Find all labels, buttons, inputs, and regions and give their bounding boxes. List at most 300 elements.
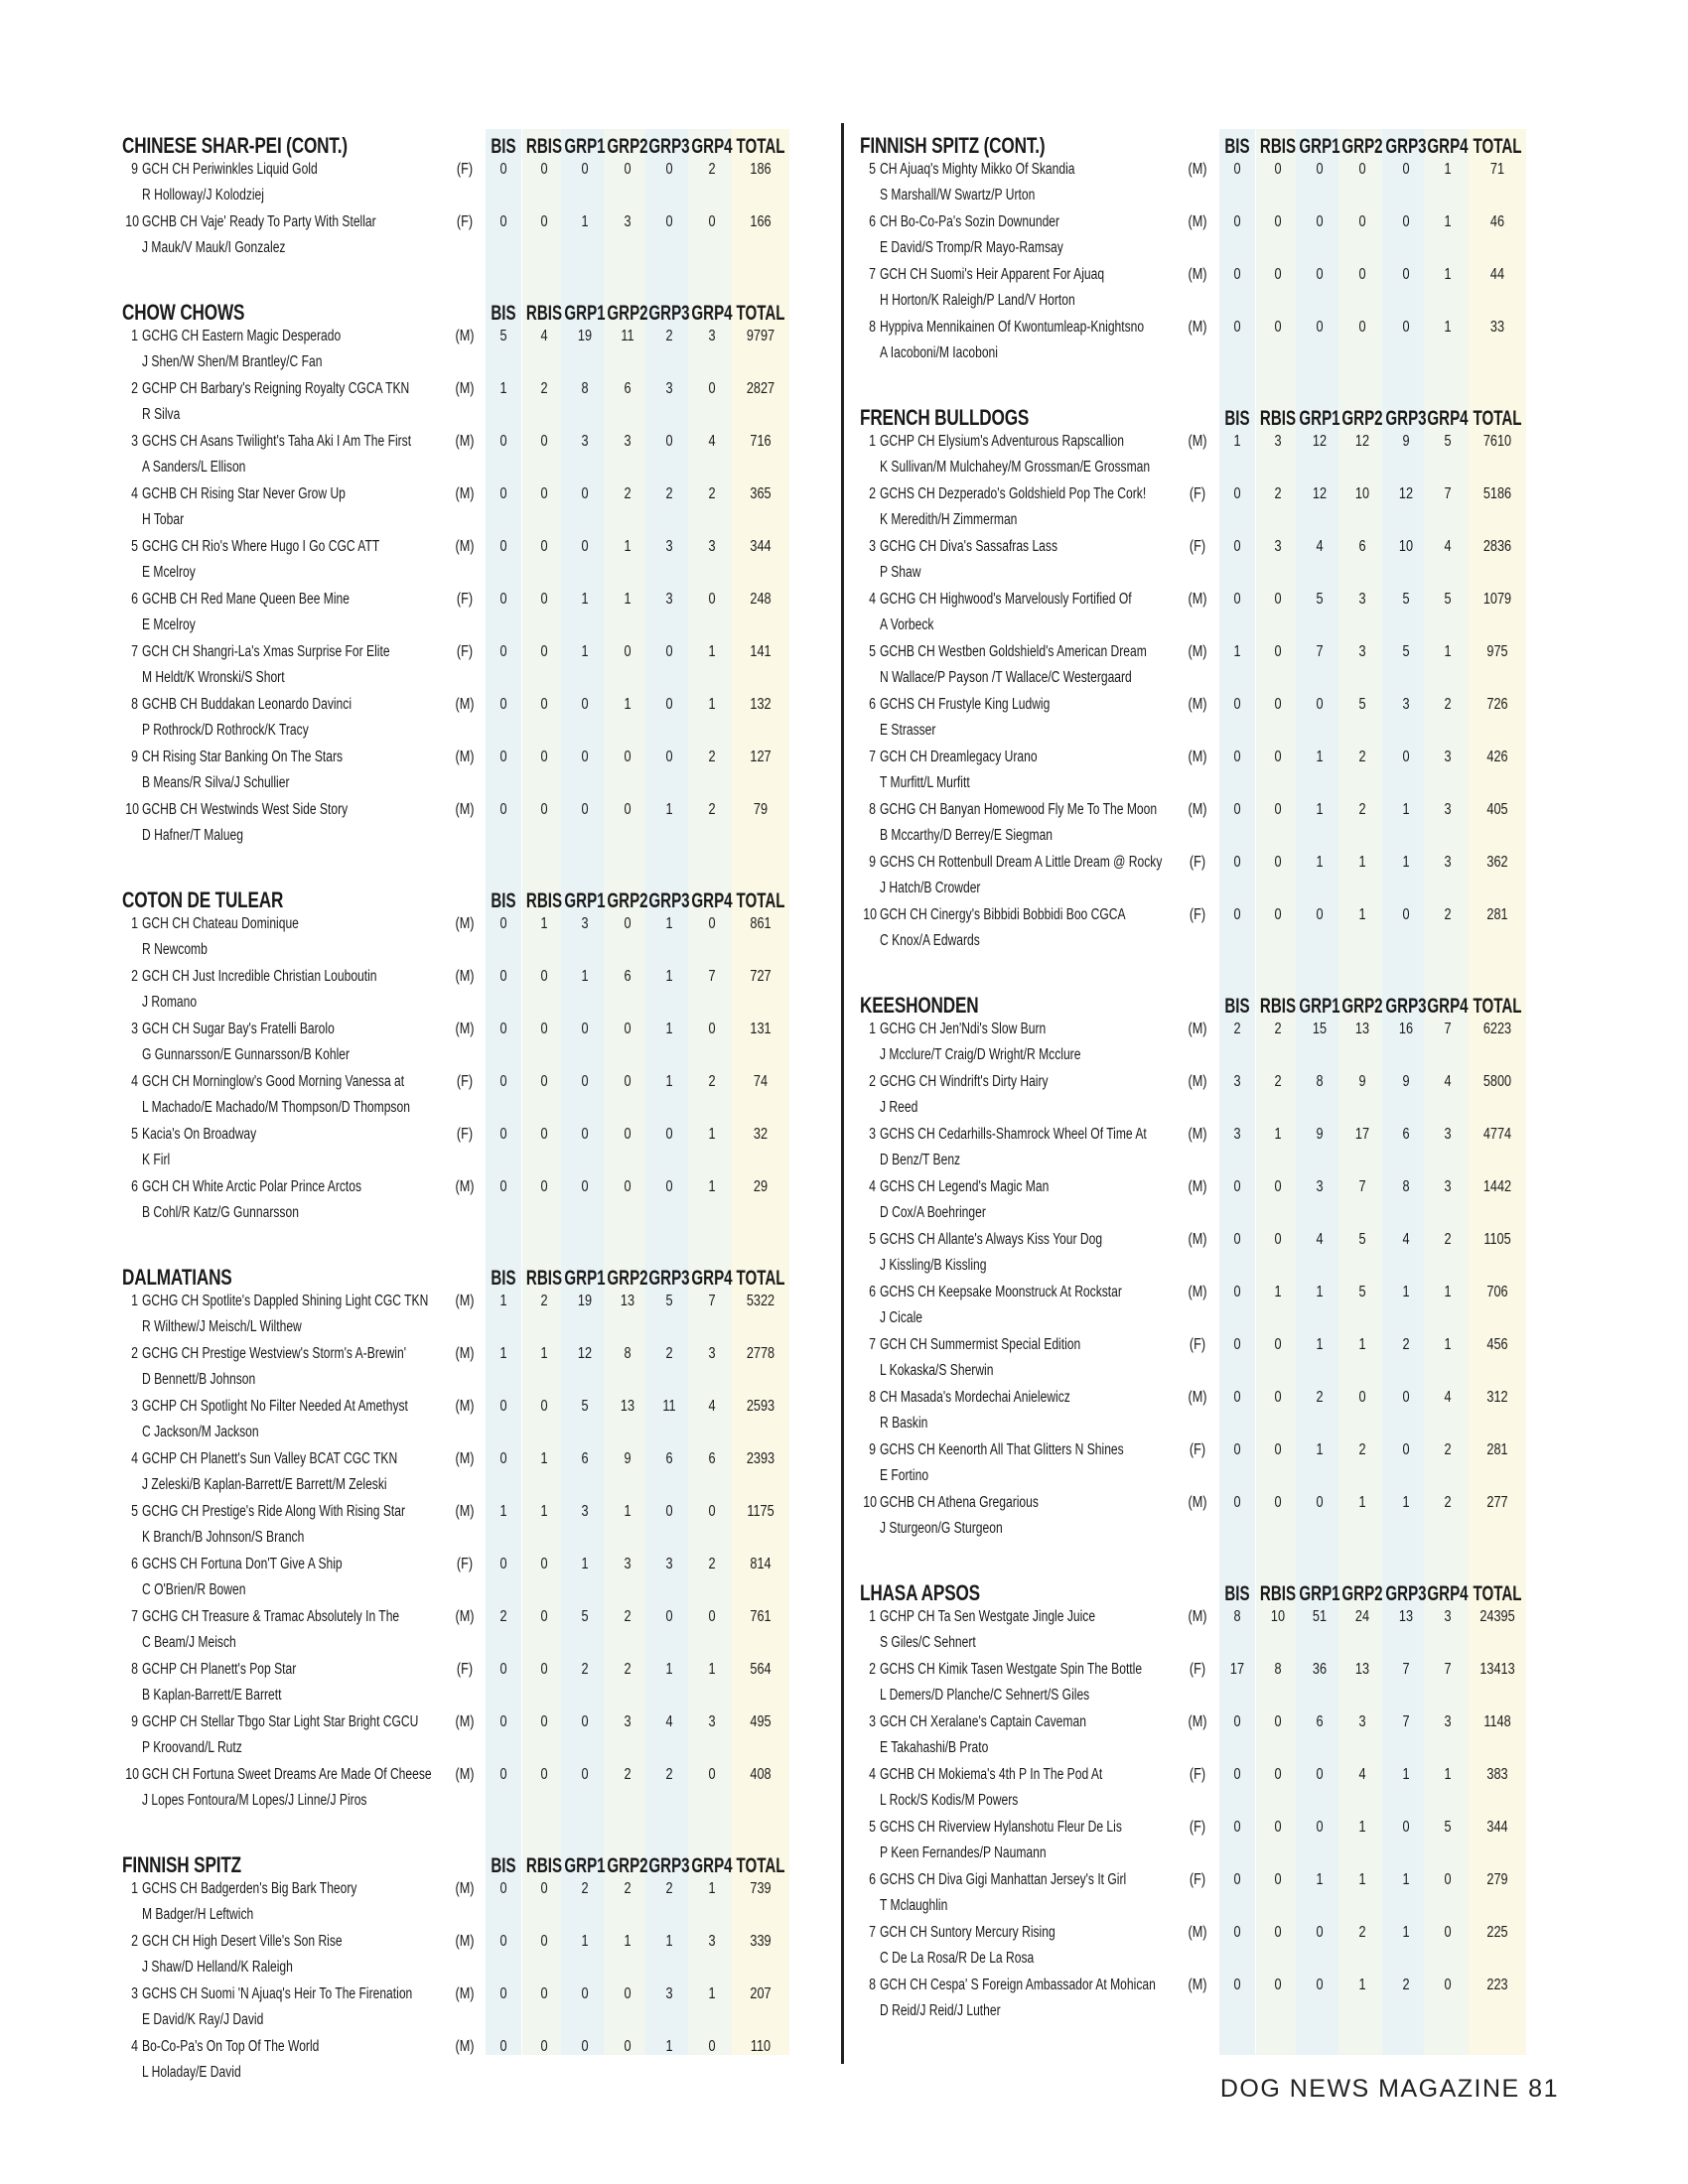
stat-grp3: 0 [1402,1389,1410,1406]
stat-grp3: 3 [665,591,673,608]
stat-total: 186 [750,161,772,178]
rank-number: 1 [131,328,138,344]
stat-grp3: 13 [1398,1608,1414,1625]
stat-total: 426 [1486,749,1508,765]
sex: (M) [1188,1073,1207,1090]
stat-grp4: 1 [1444,1336,1452,1353]
stat-grp3: 3 [1402,696,1410,713]
stat-grp3: 0 [1402,161,1410,178]
ranking-row [122,1606,817,1659]
stat-grp4: 4 [708,1398,716,1415]
stat-bis: 0 [1233,213,1241,230]
owners: E Mcelroy [142,616,196,633]
stat-grp1: 0 [1316,1819,1324,1836]
stat-total: 405 [1486,801,1508,818]
stat-rbis: 0 [1274,801,1282,818]
stat-grp4: 0 [708,1608,716,1625]
ranking-row [860,1019,1567,1071]
ranking-row [122,1291,817,1343]
stat-grp2: 1 [1358,1819,1366,1836]
stat-bis: 0 [499,1933,507,1950]
stat-grp1: 2 [581,1661,589,1678]
stat-grp2: 3 [624,1556,632,1572]
rank-number: 1 [131,1293,138,1309]
ranking-row [122,483,817,536]
stat-total: 166 [750,213,772,230]
stat-bis: 8 [1233,1608,1241,1625]
rank-number: 4 [869,1178,876,1195]
rank-number: 6 [131,1556,138,1572]
stat-grp4: 3 [1444,854,1452,871]
sex: (M) [1188,266,1207,283]
sex: (F) [456,1661,474,1678]
stat-grp1: 0 [581,801,589,818]
owners: S Marshall/W Swartz/P Urton [880,187,1036,204]
owners: L Holaday/E David [142,2064,241,2081]
stat-grp3: 2 [665,328,673,344]
stat-grp2: 13 [1354,1661,1370,1678]
dog-name: GCHB CH Westwinds West Side Story [142,801,349,818]
column-header: GRP2 [1341,1582,1383,1605]
stat-total: 1079 [1482,591,1512,608]
column-header: RBIS [525,1267,563,1290]
stat-grp2: 11 [621,328,634,344]
stat-grp4: 5 [1444,1819,1452,1836]
column-header: GRP1 [564,135,606,158]
stat-grp3: 3 [665,1556,673,1572]
stat-grp1: 1 [1316,1284,1324,1300]
sex: (F) [1189,1661,1206,1678]
breed-section [122,1839,817,2089]
stat-bis: 0 [1233,1336,1241,1353]
stat-total: 5322 [746,1293,775,1309]
rank-number: 4 [131,1450,138,1467]
ranking-row [860,1922,1567,1975]
sex: (M) [1188,1178,1207,1195]
sex: (M) [455,1766,475,1783]
dog-name: GCHS CH Diva Gigi Manhattan Jersey's It Girl [880,1871,1127,1888]
rank-number: 9 [869,1441,876,1458]
rank-number: 6 [869,213,876,230]
stat-grp2: 17 [1354,1126,1370,1143]
owners: N Wallace/P Payson /T Wallace/C Westergaard [880,669,1132,686]
stat-bis: 0 [1233,749,1241,765]
column-header: BIS [1224,407,1250,430]
stat-grp2: 1 [1358,1494,1366,1511]
stat-grp1: 0 [581,1021,589,1037]
stat-rbis: 0 [540,1178,548,1195]
stat-rbis: 4 [540,328,548,344]
ranking-row [122,1501,817,1554]
stat-grp3: 2 [665,1880,673,1897]
column-header: RBIS [525,302,563,325]
stat-total: 6223 [1482,1021,1512,1037]
rank-number: 7 [131,1608,138,1625]
rank-number: 10 [125,213,139,230]
stat-grp2: 13 [620,1398,635,1415]
dog-name: GCHG CH Rio's Where Hugo I Go CGC ATT [142,538,380,555]
owners: L Rock/S Kodis/M Powers [880,1792,1019,1809]
stat-bis: 0 [1233,161,1241,178]
stat-grp1: 9 [1316,1126,1324,1143]
stat-grp4: 3 [708,1345,716,1362]
stat-grp4: 0 [708,591,716,608]
stat-total: 277 [1486,1494,1508,1511]
stat-bis: 0 [1233,266,1241,283]
stat-bis: 0 [499,643,507,660]
rank-number: 8 [131,696,138,713]
owners: R Baskin [880,1415,928,1432]
stat-grp2: 2 [624,1608,632,1625]
stat-grp3: 2 [1402,1977,1410,1993]
stat-rbis: 2 [540,1293,548,1309]
stat-grp1: 6 [1316,1713,1324,1730]
stat-grp1: 1 [1316,1871,1324,1888]
stat-grp3: 11 [662,1398,676,1415]
stat-grp2: 2 [1358,1441,1366,1458]
stat-rbis: 1 [540,915,548,932]
sex: (F) [456,1073,474,1090]
stat-bis: 0 [1233,801,1241,818]
dog-name: GCH CH Suomi's Heir Apparent For Ajuaq [880,266,1105,283]
owners: R Wilthew/J Meisch/L Wilthew [142,1318,302,1335]
breed-section [122,119,817,264]
ranking-row [860,1817,1567,1869]
stat-bis: 0 [1233,1441,1241,1458]
stat-grp4: 0 [1444,1977,1452,1993]
breed-section [122,874,817,1229]
column-header: GRP2 [607,889,648,912]
owners: R Newcomb [142,941,208,958]
ranking-row [860,1071,1567,1124]
stat-bis: 0 [499,1398,507,1415]
sex: (F) [1189,1819,1206,1836]
column-header: GRP3 [1385,135,1427,158]
stat-grp1: 0 [581,749,589,765]
stat-rbis: 0 [1274,1494,1282,1511]
stat-total: 975 [1486,643,1508,660]
owners: H Tobar [142,511,185,528]
breed-section [860,391,1567,957]
dog-name: GCHP CH Elysium's Adventurous Rapscallion [880,433,1125,450]
sex: (F) [1189,485,1206,502]
stat-grp1: 0 [1316,213,1324,230]
rank-number: 4 [869,591,876,608]
dog-name: GCHB CH Buddakan Leonardo Davinci [142,696,352,713]
rank-number: 4 [131,485,138,502]
column-header: GRP2 [1341,995,1383,1018]
sex: (M) [455,1880,475,1897]
stat-grp2: 3 [624,433,632,450]
sex: (M) [455,1450,475,1467]
dog-name: GCH CH Xeralane's Captain Caveman [880,1713,1086,1730]
stat-grp2: 0 [624,1021,632,1037]
stat-rbis: 0 [1274,1441,1282,1458]
owners: K Meredith/H Zimmerman [880,511,1018,528]
stat-bis: 3 [1233,1126,1241,1143]
dog-name: GCH CH Cinergy's Bibbidi Bobbidi Boo CGCA [880,906,1126,923]
owners: H Horton/K Raleigh/P Land/V Horton [880,292,1075,309]
stat-grp3: 0 [1402,213,1410,230]
sex: (M) [455,2038,475,2055]
stat-grp2: 0 [624,1126,632,1143]
dog-name: GCHG CH Windrift's Dirty Hairy [880,1073,1049,1090]
column-header: GRP3 [1385,1582,1427,1605]
owners: E Mcelroy [142,564,196,581]
rank-number: 4 [869,1766,876,1783]
stat-rbis: 2 [1274,1021,1282,1037]
stat-total: 223 [1486,1977,1508,1993]
dog-name: GCHB CH Vaje' Ready To Party With Stellar [142,213,376,230]
stat-bis: 0 [499,485,507,502]
sex: (M) [1188,1494,1207,1511]
stat-bis: 0 [1233,1178,1241,1195]
stat-grp2: 5 [1358,1284,1366,1300]
stat-grp3: 5 [665,1293,673,1309]
dog-name: GCHG CH Prestige's Ride Along With Rising Star [142,1503,406,1520]
stat-rbis: 0 [1274,319,1282,336]
stat-grp4: 0 [708,1021,716,1037]
ranking-row [860,1975,1567,2027]
stat-grp4: 2 [708,485,716,502]
stat-total: 33 [1489,319,1505,336]
stat-grp2: 0 [624,2038,632,2055]
owners: K Sullivan/M Mulchahey/M Grossman/E Grossman [880,459,1151,476]
stat-grp1: 3 [1316,1178,1324,1195]
dog-name: GCH CH Just Incredible Christian Louboutin [142,968,377,985]
stat-grp4: 1 [1444,319,1452,336]
stat-grp1: 3 [581,433,589,450]
dog-name: GCHG CH Highwood's Marvelously Fortified Of [880,591,1132,608]
sex: (M) [455,433,475,450]
stat-grp3: 9 [1402,1073,1410,1090]
dog-name: GCH CH Dreamlegacy Urano [880,749,1038,765]
stat-total: 110 [750,2038,772,2055]
stat-rbis: 0 [1274,1766,1282,1783]
stat-bis: 0 [1233,1284,1241,1300]
stat-grp1: 1 [581,643,589,660]
stat-bis: 0 [1233,1977,1241,1993]
column-header: GRP1 [1299,995,1340,1018]
sex: (F) [456,213,474,230]
stat-rbis: 0 [540,1713,548,1730]
stat-grp4: 1 [1444,161,1452,178]
stat-grp4: 0 [708,380,716,397]
ranking-row [860,1229,1567,1282]
stat-grp3: 0 [1402,1441,1410,1458]
sex: (F) [1189,1766,1206,1783]
rank-number: 6 [869,1871,876,1888]
stat-bis: 2 [1233,1021,1241,1037]
owners: J Lopes Fontoura/M Lopes/J Linne/J Piros [142,1792,367,1809]
column-header: GRP2 [1341,407,1383,430]
ranking-row [122,1448,817,1501]
breed-title: DALMATIANS [122,1265,232,1290]
rank-number: 8 [869,1977,876,1993]
stat-grp1: 19 [577,328,593,344]
dog-name: GCHS CH Riverview Hylanshotu Fleur De Lis [880,1819,1122,1836]
dog-name: CH Ajuaq's Mighty Mikko Of Skandia [880,161,1075,178]
rank-number: 2 [131,1345,138,1362]
stat-grp4: 3 [1444,749,1452,765]
stat-rbis: 0 [540,1398,548,1415]
stat-grp2: 2 [624,1661,632,1678]
stat-grp3: 3 [665,538,673,555]
column-header: GRP4 [691,889,733,912]
stat-total: 716 [750,433,772,450]
stat-grp1: 12 [1312,433,1328,450]
stat-grp3: 0 [665,433,673,450]
stat-grp2: 0 [624,643,632,660]
sex: (F) [456,161,474,178]
sex: (M) [455,1293,475,1309]
owners: L Machado/E Machado/M Thompson/D Thompson [142,1099,410,1116]
dog-name: GCHB CH Athena Gregarious [880,1494,1039,1511]
stat-grp4: 1 [708,1178,716,1195]
stat-grp2: 3 [1358,591,1366,608]
ranking-row [860,1334,1567,1387]
stat-total: 9797 [746,328,775,344]
stat-grp4: 1 [1444,213,1452,230]
sex: (M) [455,968,475,985]
stat-grp3: 5 [1402,643,1410,660]
ranking-row [122,641,817,694]
sex: (M) [455,1933,475,1950]
owners: C De La Rosa/R De La Rosa [880,1950,1035,1967]
ranking-row [860,1869,1567,1922]
column-header: BIS [1224,135,1250,158]
ranking-row [860,589,1567,641]
stat-grp3: 0 [1402,266,1410,283]
stat-bis: 0 [499,161,507,178]
column-header: BIS [491,135,516,158]
stat-grp3: 12 [1398,485,1414,502]
dog-name: GCH CH Summermist Special Edition [880,1336,1081,1353]
stat-total: 495 [750,1713,772,1730]
dog-name: GCH CH Cespa' S Foreign Ambassador At Mohican [880,1977,1156,1993]
rank-number: 8 [869,319,876,336]
stat-total: 814 [750,1556,772,1572]
breed-section [122,286,817,852]
stat-rbis: 0 [540,2038,548,2055]
stat-grp3: 1 [1402,1494,1410,1511]
stat-grp2: 4 [1358,1766,1366,1783]
stat-rbis: 0 [540,1661,548,1678]
stat-grp1: 5 [581,1608,589,1625]
stat-rbis: 0 [1274,1924,1282,1941]
stat-grp1: 2 [581,1880,589,1897]
stat-grp4: 1 [1444,266,1452,283]
stat-grp3: 10 [1398,538,1414,555]
stat-grp3: 0 [665,749,673,765]
stat-grp3: 0 [665,1503,673,1520]
stat-bis: 0 [499,1178,507,1195]
owners: R Holloway/J Kolodziej [142,187,264,204]
ranking-row [860,1176,1567,1229]
column-header: GRP2 [607,1267,648,1290]
stat-bis: 0 [1233,1924,1241,1941]
dog-name: GCHS CH Kimik Tasen Westgate Spin The Bottle [880,1661,1143,1678]
stat-bis: 1 [499,1503,507,1520]
stat-grp4: 4 [1444,538,1452,555]
stat-grp1: 0 [581,1178,589,1195]
owners: B Kaplan-Barrett/E Barrett [142,1687,282,1704]
stat-rbis: 8 [1274,1661,1282,1678]
sex: (M) [1188,1977,1207,1993]
stat-grp3: 1 [665,1021,673,1037]
stat-grp4: 0 [708,915,716,932]
stat-grp2: 0 [624,801,632,818]
stat-total: 141 [750,643,772,660]
ranking-row [860,904,1567,957]
stat-grp2: 2 [1358,801,1366,818]
stat-rbis: 0 [1274,906,1282,923]
stat-grp2: 0 [624,1073,632,1090]
ranking-row [860,211,1567,264]
stat-grp4: 2 [1444,906,1452,923]
stat-rbis: 0 [540,591,548,608]
ranking-row [122,1554,817,1606]
stat-total: 131 [750,1021,772,1037]
stat-grp1: 8 [1316,1073,1324,1090]
ranking-row [122,799,817,852]
stat-grp2: 2 [624,1766,632,1783]
stat-total: 726 [1486,696,1508,713]
sex: (M) [455,1985,475,2002]
stat-rbis: 1 [1274,1284,1282,1300]
stat-grp3: 4 [1402,1231,1410,1248]
column-header: TOTAL [736,135,785,158]
stat-total: 248 [750,591,772,608]
ranking-row [122,747,817,799]
breed-title: CHOW CHOWS [122,300,245,325]
stat-bis: 0 [499,1880,507,1897]
stat-grp4: 2 [708,161,716,178]
column-header: TOTAL [736,1854,785,1877]
ranking-row [122,1711,817,1764]
ranking-row [860,1492,1567,1545]
stat-total: 344 [1486,1819,1508,1836]
sex: (M) [1188,1924,1207,1941]
sex: (M) [1188,1389,1207,1406]
stat-rbis: 0 [540,1985,548,2002]
stat-bis: 0 [499,433,507,450]
dog-name: GCHG CH Banyan Homewood Fly Me To The Moon [880,801,1158,818]
owners: L Demers/D Planche/C Sehnert/S Giles [880,1687,1090,1704]
stat-grp3: 7 [1402,1661,1410,1678]
stat-total: 1442 [1482,1178,1512,1195]
rank-number: 3 [869,538,876,555]
stat-grp4: 1 [708,1661,716,1678]
stat-bis: 0 [1233,906,1241,923]
rank-number: 3 [131,433,138,450]
stat-rbis: 0 [1274,1178,1282,1195]
column-divider [841,123,844,2064]
stat-grp4: 3 [1444,1713,1452,1730]
rank-number: 9 [131,1713,138,1730]
stat-grp2: 1 [1358,854,1366,871]
breed-section [122,1251,817,1817]
stat-grp2: 0 [624,749,632,765]
stat-rbis: 1 [540,1345,548,1362]
dog-name: GCHS CH Badgerden's Big Bark Theory [142,1880,357,1897]
rank-number: 1 [869,1608,876,1625]
stat-total: 24395 [1479,1608,1515,1625]
rank-number: 2 [131,380,138,397]
rank-number: 3 [869,1713,876,1730]
stat-grp4: 0 [708,1766,716,1783]
stat-rbis: 0 [540,433,548,450]
